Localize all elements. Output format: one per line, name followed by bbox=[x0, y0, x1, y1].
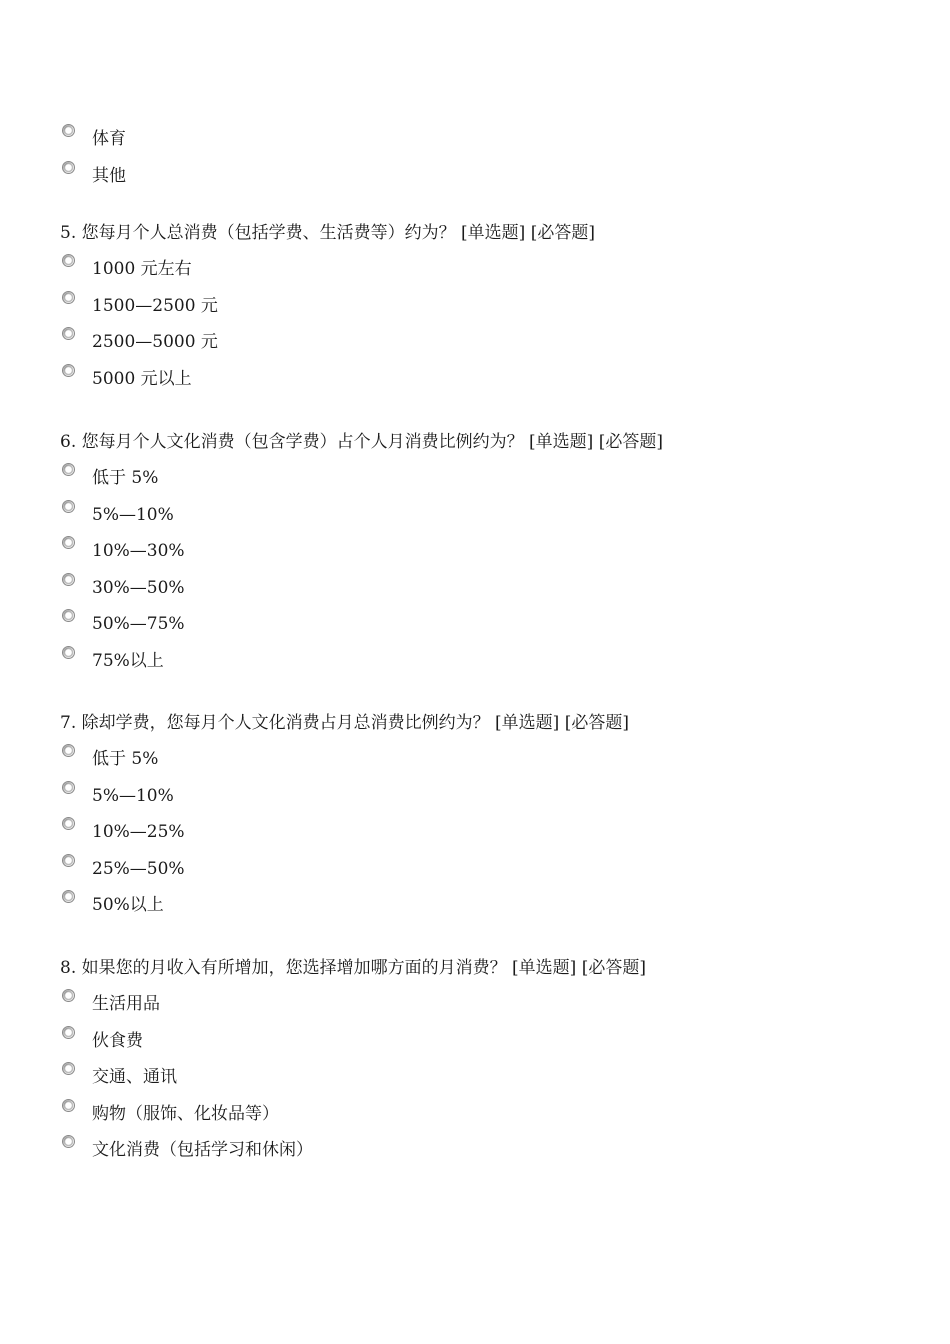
option-label: 其他 bbox=[92, 165, 126, 186]
option-label: 1000 元左右 bbox=[92, 259, 192, 279]
radio-button[interactable] bbox=[62, 1062, 75, 1075]
radio-button[interactable] bbox=[62, 1135, 75, 1148]
option-label: 2500—5000 元 bbox=[92, 332, 218, 353]
radio-button[interactable] bbox=[62, 781, 75, 794]
radio-button[interactable] bbox=[62, 1026, 75, 1039]
radio-button[interactable] bbox=[62, 327, 75, 340]
option-label: 1500—2500 元 bbox=[92, 295, 218, 316]
question-6 bbox=[60, 431, 920, 681]
radio-button[interactable] bbox=[62, 744, 75, 757]
option-row[interactable] bbox=[60, 1062, 920, 1099]
option-row[interactable] bbox=[60, 781, 920, 818]
option-label: 购物（服饰、化妆品等） bbox=[92, 1103, 279, 1124]
option-row[interactable] bbox=[60, 500, 920, 537]
option-row[interactable] bbox=[60, 744, 920, 781]
radio-button[interactable] bbox=[62, 989, 75, 1002]
option-row[interactable] bbox=[60, 364, 920, 401]
option-row[interactable] bbox=[60, 254, 920, 291]
option-label: 伙食费 bbox=[92, 1030, 143, 1051]
option-label: 低于 5% bbox=[92, 468, 159, 488]
option-row[interactable] bbox=[60, 463, 920, 500]
option-label: 10%—25% bbox=[92, 822, 185, 843]
option-label: 低于 5% bbox=[92, 749, 159, 769]
option-row[interactable] bbox=[60, 291, 920, 328]
radio-button[interactable] bbox=[62, 364, 75, 377]
option-label: 25%—50% bbox=[92, 858, 185, 879]
radio-button[interactable] bbox=[62, 124, 75, 137]
radio-button[interactable] bbox=[62, 463, 75, 476]
question-8 bbox=[60, 957, 920, 1170]
radio-button[interactable] bbox=[62, 500, 75, 513]
option-label: 50%—75% bbox=[92, 614, 185, 635]
option-row[interactable] bbox=[60, 890, 920, 927]
radio-button[interactable] bbox=[62, 890, 75, 903]
option-row[interactable] bbox=[60, 573, 920, 610]
option-label: 5%—10% bbox=[92, 504, 174, 525]
question-7 bbox=[60, 712, 920, 925]
option-row[interactable] bbox=[60, 1135, 920, 1172]
radio-button[interactable] bbox=[62, 646, 75, 659]
option-label: 交通、通讯 bbox=[92, 1067, 177, 1088]
option-label: 75%以上 bbox=[92, 650, 164, 671]
option-row[interactable] bbox=[60, 161, 920, 198]
prev-question-options bbox=[60, 124, 920, 197]
option-row[interactable] bbox=[60, 536, 920, 573]
radio-button[interactable] bbox=[62, 854, 75, 867]
radio-button[interactable] bbox=[62, 609, 75, 622]
radio-button[interactable] bbox=[62, 291, 75, 304]
option-row[interactable] bbox=[60, 1026, 920, 1063]
option-row[interactable] bbox=[60, 646, 920, 683]
option-row[interactable] bbox=[60, 989, 920, 1026]
option-label: 30%—50% bbox=[92, 577, 185, 598]
question-5 bbox=[60, 222, 920, 398]
radio-button[interactable] bbox=[62, 536, 75, 549]
radio-button[interactable] bbox=[62, 1099, 75, 1112]
option-label: 生活用品 bbox=[92, 994, 160, 1014]
radio-button[interactable] bbox=[62, 573, 75, 586]
option-label: 体育 bbox=[92, 129, 126, 149]
question-title: 8. 如果您的月收入有所增加，您选择增加哪方面的月消费？ [单选题] [必答题] bbox=[60, 958, 646, 978]
option-row[interactable] bbox=[60, 854, 920, 891]
question-title: 7. 除却学费，您每月个人文化消费占月总消费比例约为？ [单选题] [必答题] bbox=[60, 713, 629, 733]
radio-button[interactable] bbox=[62, 817, 75, 830]
option-row[interactable] bbox=[60, 124, 920, 161]
option-label: 5%—10% bbox=[92, 785, 174, 806]
option-label: 文化消费（包括学习和休闲） bbox=[92, 1140, 313, 1161]
option-label: 10%—30% bbox=[92, 541, 185, 562]
option-row[interactable] bbox=[60, 609, 920, 646]
question-title: 5. 您每月个人总消费（包括学费、生活费等）约为？ [单选题] [必答题] bbox=[60, 223, 595, 243]
option-row[interactable] bbox=[60, 817, 920, 854]
question-title: 6. 您每月个人文化消费（包含学费）占个人月消费比例约为？ [单选题] [必答题] bbox=[60, 432, 663, 452]
option-row[interactable] bbox=[60, 1099, 920, 1136]
option-row[interactable] bbox=[60, 327, 920, 364]
option-label: 5000 元以上 bbox=[92, 368, 192, 389]
option-label: 50%以上 bbox=[92, 895, 164, 916]
radio-button[interactable] bbox=[62, 161, 75, 174]
radio-button[interactable] bbox=[62, 254, 75, 267]
